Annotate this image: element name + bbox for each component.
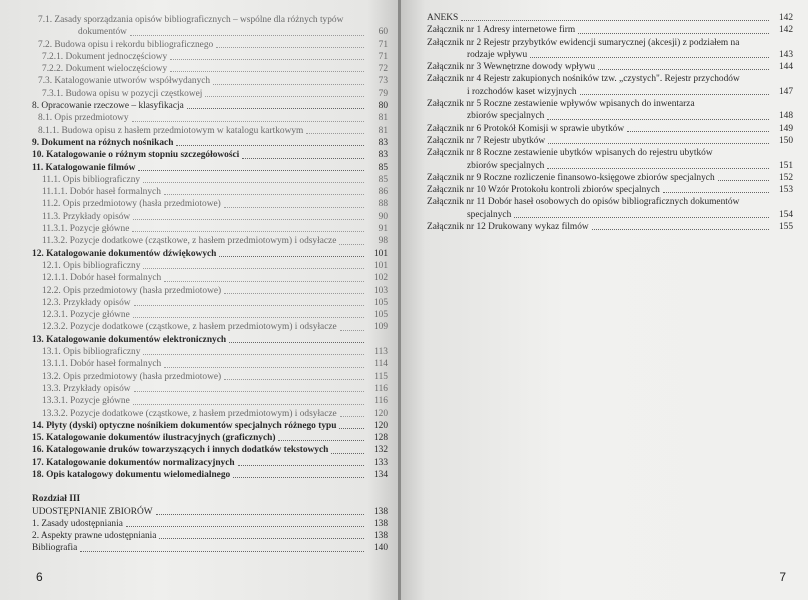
toc-entry-continuation: specjalnych [467,209,512,220]
toc-entry-title: 8.1. Opis przedmiotowy [38,113,129,124]
toc-entry [32,63,388,75]
toc-entry [32,408,388,420]
toc-entry [32,334,388,346]
left-table-of-contents [32,14,388,555]
toc-page-number: 138 [373,531,388,542]
toc-entry [32,297,388,309]
toc-page-number: 88 [378,199,388,210]
right-page [401,0,808,600]
toc-leader-dots [547,119,769,120]
toc-leader-dots [238,465,364,466]
toc-page-number: 120 [373,420,388,431]
toc-entry-title: Załącznik nr 9 Roczne rozliczenie finansowo-księgowe zbiorów specjalnych [427,172,715,183]
toc-page-number: 144 [778,62,793,73]
toc-page-number: 102 [373,273,388,284]
toc-leader-dots [143,268,364,269]
toc-page-number: 114 [374,359,388,370]
toc-entry [32,358,388,370]
toc-leader-dots [718,180,769,181]
toc-entry-title: 13.3. Przykłady opisów [42,383,131,394]
toc-leader-dots [278,440,364,441]
toc-page-number: 151 [778,160,793,171]
toc-page-number: 83 [378,137,388,148]
toc-entry [32,112,388,124]
left-page [0,0,399,600]
toc-entry-title: 15. Katalogowanie dokumentów ilustracyjnych (graficznych) [32,433,276,444]
toc-entry [32,469,388,481]
toc-entry-title: 12.1. Opis bibliograficzny [42,260,141,271]
toc-leader-dots [224,379,364,380]
toc-entry [32,75,388,87]
toc-page-number: 86 [378,187,388,198]
toc-entry [32,530,388,542]
toc-entry-title: Załącznik nr 10 Wzór Protokołu kontroli zbiorów specjalnych [427,185,660,196]
toc-entry-title-line: 7.1. Zasady sporządzania opisów bibliograficznych – wspólne dla różnych typów [38,15,344,25]
toc-entry [427,49,793,61]
toc-page-number: 72 [378,64,388,75]
toc-entry [32,125,388,137]
toc-page-number: 90 [378,211,388,222]
toc-leader-dots [164,281,364,282]
toc-entry-title-line: Załącznik nr 2 Rejestr przybytków ewidencji sumarycznej (akcesji) z podziałem na [427,37,740,48]
toc-leader-dots [242,158,364,159]
toc-entry-title: 9. Dokument na różnych nośnikach [32,137,174,148]
toc-entry-title: 18. Opis katalogowy dokumentu wielomedialnego [32,469,231,480]
toc-page-number: 91 [378,224,388,235]
toc-leader-dots [219,256,364,257]
toc-entry [32,186,388,198]
toc-entry-title: Bibliografia [32,543,78,554]
toc-entry [32,457,388,469]
toc-entry-title: Załącznik nr 6 Protokół Komisji w sprawie ubytków [427,123,625,134]
toc-entry [32,395,388,407]
toc-entry [32,39,388,51]
toc-page-number: 109 [373,322,388,333]
toc-entry-title: 7.2.2. Dokument wieloczęściowy [42,64,168,75]
toc-entry-title: UDOSTĘPNIANIE ZBIORÓW [32,506,153,517]
toc-entry-title: 2. Aspekty prawne udostępniania [32,531,157,542]
toc-page-number: 81 [378,113,388,124]
toc-entry [32,260,388,272]
toc-entry [32,285,388,297]
toc-entry [32,420,388,432]
toc-leader-dots [580,94,769,95]
toc-page-number: 101 [373,260,388,271]
toc-entry-title: 12.3.2. Pozycje dodatkowe (cząstkowe, z hasłem przedmiotowym) i odsyłacze [42,322,337,333]
toc-entry [427,24,793,36]
toc-entry-title: 13. Katalogowanie dokumentów elektronicznych [32,334,227,345]
toc-page-number: 150 [778,135,793,146]
toc-entry-title: 11.3. Przykłady opisów [42,211,131,222]
toc-page-number: 154 [778,209,793,220]
toc-entry-title: 7.3. Katalogowanie utworów współwydanych [38,76,211,87]
toc-page-number: 60 [378,27,388,38]
toc-entry-title: 7.3.1. Budowa opisu w pozycji częstkowej [42,88,203,99]
toc-leader-dots [156,514,364,515]
toc-entry [32,26,388,38]
toc-page-number: 148 [778,111,793,122]
toc-leader-dots [187,108,364,109]
toc-leader-dots [130,35,364,36]
toc-leader-dots [514,217,769,218]
toc-leader-dots [229,342,364,343]
toc-entry-title: 12.3.1. Pozycje główne [42,310,130,321]
toc-leader-dots [233,477,364,478]
toc-entry [427,12,793,24]
toc-entry-title: 14. Płyty (dyski) optyczne nośnikiem dokumentów specjalnych różnego typu [32,420,337,431]
toc-leader-dots [339,244,364,245]
toc-entry [32,383,388,395]
toc-page-number: 83 [378,150,388,161]
toc-leader-dots [134,305,364,306]
toc-leader-dots [331,453,364,454]
toc-page-number: 120 [373,408,388,419]
toc-leader-dots [216,47,364,48]
toc-entry-title: 17. Katalogowanie dokumentów normalizacyjnych [32,457,235,468]
toc-leader-dots [164,367,364,368]
toc-entry [32,346,388,358]
toc-page-number: 101 [373,248,388,259]
toc-entry [32,174,388,186]
toc-leader-dots [547,168,769,169]
toc-entry [32,100,388,112]
toc-entry [32,371,388,383]
toc-entry-title-line: Załącznik nr 8 Roczne zestawienie ubytków wpisanych do rejestru ubytków [427,148,713,159]
toc-entry-continuation: zbiorów specjalnych [467,111,545,122]
toc-leader-dots [548,143,769,144]
toc-entry-title: 11.1. Opis bibliograficzny [42,174,141,185]
toc-page-number: 73 [378,76,388,87]
toc-entry-title: 12.2. Opis przedmiotowy (hasła przedmiotowe) [42,285,222,296]
toc-entry-title: 11. Katalogowanie filmów [32,162,136,173]
toc-entry-title: 10. Katalogowanie o różnym stopniu szczegółowości [32,150,240,161]
toc-entry [427,209,793,221]
toc-page-number: 132 [373,445,388,456]
toc-page-number: 149 [778,123,793,134]
toc-leader-dots [578,33,769,34]
toc-entry [32,309,388,321]
toc-leader-dots [663,192,769,193]
toc-leader-dots [80,551,364,552]
toc-entry-title-line: Załącznik nr 11 Dobór haseł osobowych do opisów bibliograficznych dokumentów [427,197,740,208]
toc-entry-title: 7.2.1. Dokument jednoczęściowy [42,51,168,62]
toc-entry [32,149,388,161]
toc-page-number: 147 [778,86,793,97]
toc-page-number: 133 [373,457,388,468]
toc-page-number: 116 [374,383,388,394]
toc-page-number: 155 [778,222,793,233]
toc-page-number: 79 [378,88,388,99]
toc-entry [32,432,388,444]
toc-leader-dots [143,182,364,183]
toc-leader-dots [592,229,769,230]
toc-page-number: 143 [778,49,793,60]
toc-entry-title: 13.1. Opis bibliograficzny [42,347,141,358]
toc-leader-dots [213,84,364,85]
toc-leader-dots [598,69,769,70]
toc-page-number: 71 [378,51,388,62]
toc-entry [32,88,388,100]
toc-leader-dots [126,526,364,527]
toc-entry-title: 8. Opracowanie rzeczowe – klasyfikacja [32,101,184,112]
toc-entry [32,542,388,554]
toc-leader-dots [133,317,364,318]
toc-leader-dots [170,71,364,72]
toc-leader-dots [133,219,364,220]
toc-page-number: 103 [373,285,388,296]
toc-leader-dots [340,416,364,417]
toc-page-number: 128 [373,433,388,444]
toc-entry-title: 12. Katalogowanie dokumentów dźwiękowych [32,248,217,259]
toc-entry-title: 11.2. Opis przedmiotowy (hasła przedmiotowe) [42,199,221,210]
toc-entry [427,135,793,147]
toc-leader-dots [134,391,364,392]
toc-entry [427,61,793,73]
toc-entry [427,172,793,184]
toc-entry [427,86,793,98]
toc-entry-title-line: Załącznik nr 5 Roczne zestawienie wpływów wpisanych do inwentarza [427,99,695,110]
toc-leader-dots [138,170,364,171]
toc-entry-continuation: i rozchodów kaset wizyjnych [467,86,577,97]
toc-entry [32,198,388,210]
toc-entry [32,223,388,235]
toc-leader-dots [132,121,364,122]
toc-entry [32,272,388,284]
toc-entry-title: 13.1.1. Dobór haseł formalnych [42,359,162,370]
toc-entry-title: 13.3.2. Pozycje dodatkowe (cząstkowe, z hasłem przedmiotowym) i odsyłacze [42,408,337,419]
toc-entry [32,162,388,174]
toc-page-number: 85 [378,174,388,185]
toc-page-number: 142 [778,25,793,36]
toc-entry [32,518,388,530]
toc-page-number: 138 [373,518,388,529]
toc-entry [32,235,388,247]
toc-entry [427,160,793,172]
toc-leader-dots [224,207,364,208]
toc-entry [32,506,388,518]
toc-leader-dots [224,293,364,294]
toc-entry-title: Załącznik nr 12 Drukowany wykaz filmów [427,222,589,233]
right-page-number: 7 [779,570,786,584]
toc-page-number: 105 [373,310,388,321]
toc-entry-title: 13.3.1. Pozycje główne [42,396,130,407]
toc-leader-dots [176,145,364,146]
toc-page-number: 138 [373,506,388,517]
toc-entry-title: Załącznik nr 7 Rejestr ubytków [427,135,546,146]
toc-entry-title: 16. Katalogowanie druków towarzyszących i innych dodatków tekstowych [32,445,329,456]
toc-entry-title: ANEKS [427,13,459,23]
toc-page-number: 80 [378,101,388,112]
toc-entry [427,110,793,122]
right-table-of-contents [427,12,793,233]
toc-leader-dots [530,57,769,58]
toc-entry [427,221,793,233]
toc-leader-dots [164,194,364,195]
toc-page-number: 85 [378,162,388,173]
toc-entry-title: 7.2. Budowa opisu i rekordu bibliograficznego [38,39,214,50]
toc-entry [32,444,388,456]
toc-page-number: 152 [778,172,793,183]
toc-leader-dots [133,404,364,405]
toc-entry-title: 13.2. Opis przedmiotowy (hasła przedmiotowe) [42,371,222,382]
section-spacer [32,481,388,493]
toc-entry [32,137,388,149]
toc-entry-title: 11.3.2. Pozycje dodatkowe (cząstkowe, z hasłem przedmiotowym) i odsyłacze [42,236,337,247]
toc-entry-title: 11.3.1. Pozycje główne [42,224,130,235]
toc-entry-title: 1. Zasady udostępniania [32,518,123,529]
left-page-number: 6 [36,570,43,584]
toc-leader-dots [340,330,364,331]
toc-page-number: 153 [778,185,793,196]
toc-page-number: 115 [374,371,388,382]
toc-entry [427,123,793,135]
toc-entry-title: 11.1.1. Dobór haseł formalnych [42,187,161,198]
chapter-label: Rozdział III [32,494,81,505]
toc-entry-continuation: zbiorów specjalnych [467,160,545,171]
toc-entry [32,321,388,333]
toc-leader-dots [159,538,364,539]
toc-leader-dots [339,428,364,429]
toc-leader-dots [132,231,364,232]
toc-entry-title: Załącznik nr 3 Wewnętrzne dowody wpływu [427,62,596,73]
toc-entry-continuation: rodzaje wpływu [467,49,528,60]
toc-page-number: 81 [378,125,388,136]
toc-entry-continuation: dokumentów [78,27,127,38]
toc-page-number: 71 [378,39,388,50]
toc-entry-title: Załącznik nr 1 Adresy internetowe firm [427,25,576,36]
toc-entry [32,211,388,223]
toc-entry [427,184,793,196]
toc-page-number: 142 [778,13,793,23]
toc-entry-title-line: Załącznik nr 4 Rejestr zakupionych nośników tzw. „czystych". Rejestr przychodów [427,74,740,85]
toc-entry-title: 12.3. Przykłady opisów [42,297,131,308]
toc-entry-title: 12.1.1. Dobór haseł formalnych [42,273,162,284]
toc-leader-dots [306,133,364,134]
toc-entry [32,51,388,63]
toc-page-number: 98 [378,236,388,247]
toc-leader-dots [461,20,769,21]
toc-leader-dots [170,59,364,60]
toc-page-number: 113 [374,347,388,358]
toc-page-number: 140 [373,543,388,554]
toc-leader-dots [143,354,364,355]
toc-leader-dots [205,96,364,97]
toc-entry [32,248,388,260]
toc-leader-dots [627,131,769,132]
toc-page-number: 105 [373,297,388,308]
toc-entry-title: 8.1.1. Budowa opisu z hasłem przedmiotowym w katalogu kartkowym [38,125,304,136]
toc-page-number: 134 [373,469,388,480]
toc-page-number: 116 [374,396,388,407]
